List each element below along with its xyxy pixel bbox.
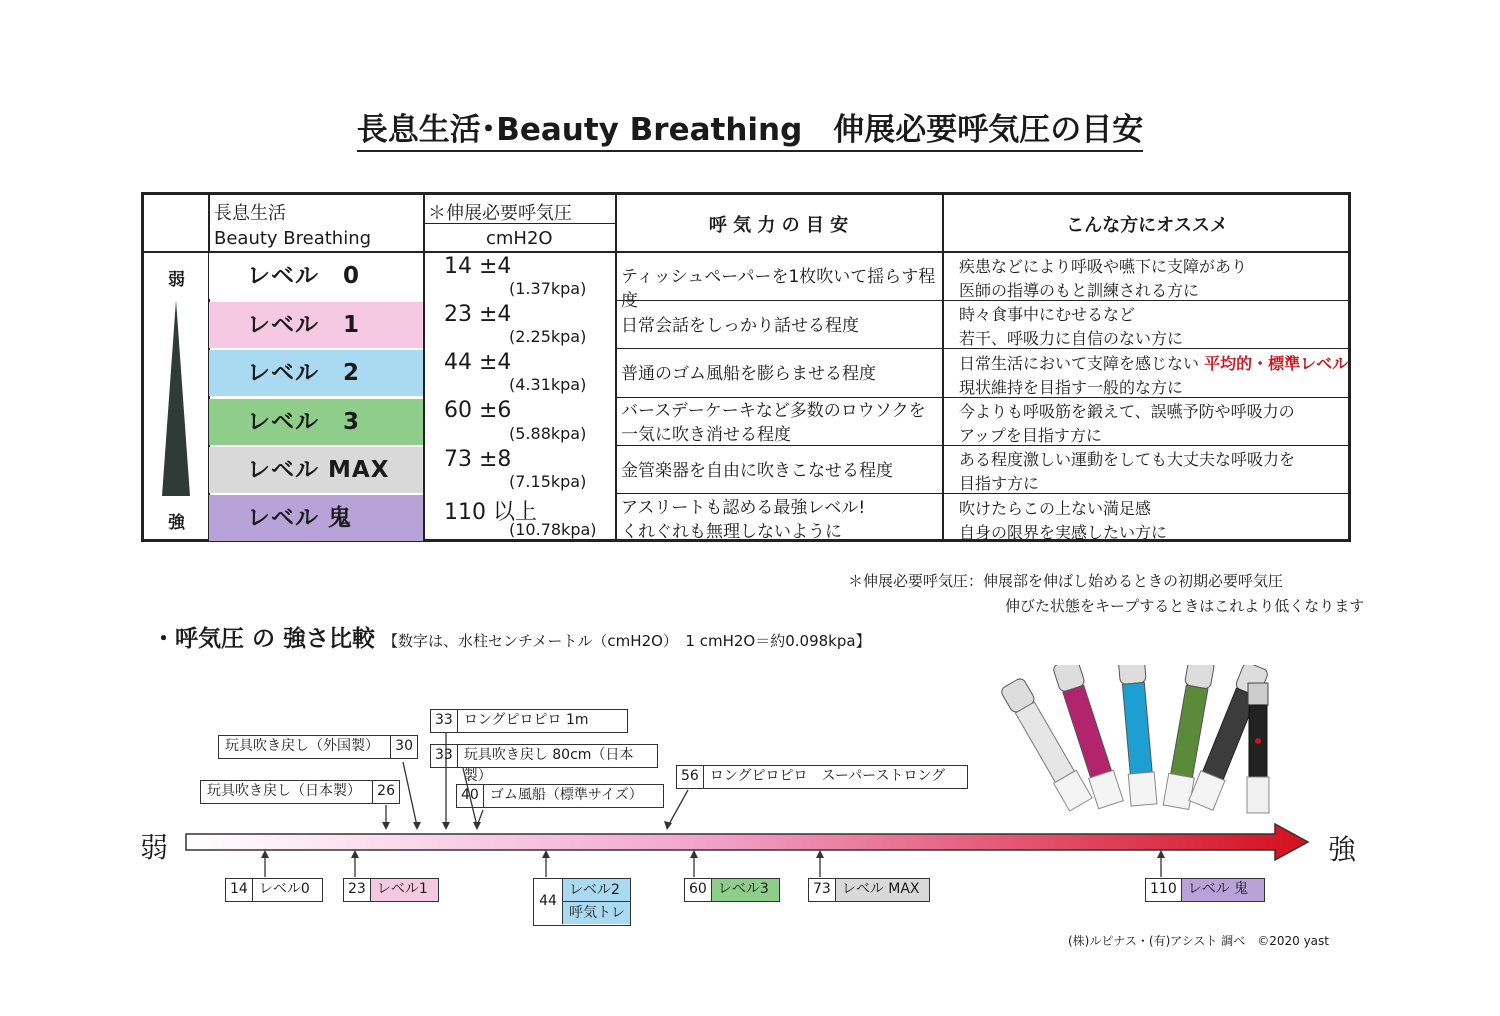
- marker-level-3: 60 レベル3: [684, 878, 780, 902]
- level-0-label: レベル 0: [209, 253, 423, 299]
- section-title: ・呼気圧 の 強さ比較 【数字は、水柱センチメートル（cmH2O） 1 cmH2O＝約0.098kpa】: [152, 626, 871, 652]
- level-0-rec1: 疾患などにより呼吸や嚥下に支障があり: [959, 257, 1248, 276]
- pressure-table: [141, 192, 1351, 542]
- strength-wedge-icon: [158, 300, 194, 496]
- footnote-line1: ＊伸展必要呼気圧：伸展部を伸ばし始めるときの初期必要呼気圧: [848, 572, 1284, 590]
- section-subtitle: 【数字は、水柱センチメートル（cmH2O） 1 cmH2O＝約0.098kpa】: [383, 632, 871, 650]
- level-oni-kpa: (10.78kpa): [509, 520, 597, 539]
- marker-balloon: 40 ゴム風船（標準サイズ）: [456, 784, 664, 808]
- strength-scale-arrow: [180, 820, 1315, 864]
- level-0-rec2: 医師の指導のもと訓練される方に: [959, 281, 1200, 300]
- level-3-desc2: 一気に吹き消せる程度: [621, 425, 791, 445]
- level-2-pressure: 44 ±4: [444, 350, 512, 375]
- level-3-desc1: バースデーケーキなど多数のロウソクを: [621, 401, 926, 421]
- level-1-pressure: 23 ±4: [444, 302, 512, 327]
- marker-level-max: 73 レベル MAX: [808, 878, 930, 902]
- credit-text: (株)ルピナス・(有)アシスト 調べ ©2020 yast: [1068, 934, 1329, 948]
- level-max-rec1: ある程度激しい運動をしても大丈夫な呼吸力を: [959, 450, 1296, 469]
- scale-strong-label: 強: [1328, 833, 1357, 866]
- marker-toy-foreign: 30 玩具吹き戻し（外国製）: [218, 735, 418, 759]
- side-strong-label: 強: [168, 513, 185, 533]
- footnote-line2: 伸びた状態をキープするときはこれより低くなります: [1005, 597, 1365, 615]
- marker-level-oni: 110 レベル 鬼: [1145, 878, 1265, 902]
- header-col1-line2: Beauty Breathing: [214, 228, 372, 249]
- level-oni-desc1: アスリートも認める最強レベル!: [621, 498, 866, 518]
- marker-long-piropiro: 33 ロングピロピロ 1m: [430, 709, 628, 733]
- level-oni-label: レベル 鬼: [209, 495, 423, 541]
- level-3-label: レベル 3: [209, 399, 423, 445]
- level-max-rec2: 目指す方に: [959, 474, 1040, 493]
- level-2-rec1: 日常生活において支障を感じない 平均的・標準レベル: [959, 354, 1349, 373]
- header-col3: 呼 気 力 の 目 安: [708, 215, 849, 236]
- level-max-desc: 金管楽器を自由に吹きこなせる程度: [621, 461, 893, 481]
- level-2-label: レベル 2: [209, 350, 423, 396]
- marker-toy-japan: 26 玩具吹き戻し（日本製）: [200, 780, 400, 804]
- level-max-kpa: (7.15kpa): [509, 472, 587, 491]
- level-3-rec1: 今よりも呼吸筋を鍛えて、誤嚥予防や呼吸力の: [959, 402, 1295, 421]
- header-col1-line1: 長息生活: [214, 203, 286, 224]
- side-weak-label: 弱: [168, 270, 185, 290]
- level-0-kpa: (1.37kpa): [509, 279, 587, 298]
- scale-weak-label: 弱: [140, 831, 169, 864]
- level-2-kpa: (4.31kpa): [509, 375, 587, 394]
- level-oni-desc2: くれぐれも無理しないように: [621, 522, 842, 542]
- marker-level-1: 23 レベル1: [343, 878, 439, 902]
- level-oni-rec2: 自身の限界を実感したい方に: [959, 523, 1168, 542]
- level-0-desc: ティッシュペーパーを1枚吹いて揺らす程度: [621, 267, 936, 311]
- header-col2-line2: cmH2O: [486, 228, 553, 249]
- level-1-desc: 日常会話をしっかり話せる程度: [621, 316, 859, 336]
- level-1-rec1: 時々食事中にむせるなど: [959, 305, 1136, 324]
- level-1-kpa: (2.25kpa): [509, 327, 587, 346]
- level-2-desc: 普通のゴム風船を膨らませる程度: [621, 364, 876, 384]
- level-0-pressure: 14 ±4: [444, 254, 512, 279]
- standard-level-highlight: 平均的・標準レベル: [1204, 354, 1349, 373]
- level-oni-rec1: 吹けたらこの上ない満足感: [959, 499, 1152, 518]
- level-1-label: レベル 1: [209, 302, 423, 348]
- level-max-label: レベル MAX: [209, 447, 423, 493]
- level-3-pressure: 60 ±6: [444, 398, 512, 423]
- page-title: 長息生活･Beauty Breathing 伸展必要呼気圧の目安: [0, 104, 1500, 149]
- level-2-rec2: 現状維持を目指す一般的な方に: [959, 378, 1184, 397]
- level-3-kpa: (5.88kpa): [509, 424, 587, 443]
- header-col2-line1: ＊伸展必要呼気圧: [428, 203, 572, 224]
- marker-level-0: 14 レベル0: [225, 878, 323, 902]
- marker-level-2: 44 レベル2 呼気トレ: [533, 878, 631, 926]
- level-oni-pressure: 110 以上: [444, 500, 537, 525]
- level-3-rec2: アップを目指す方に: [959, 426, 1102, 445]
- marker-super-strong: 56 ロングピロピロ スーパーストロング: [676, 765, 968, 789]
- header-col4: こんな方にオススメ: [1066, 215, 1228, 236]
- level-1-rec2: 若干、呼吸力に自信のない方に: [959, 329, 1184, 348]
- breathing-trainer-devices-icon: [960, 665, 1290, 825]
- marker-toy-80cm: 33 玩具吹き戻し 80cm（日本製）: [430, 744, 658, 768]
- level-max-pressure: 73 ±8: [444, 447, 512, 472]
